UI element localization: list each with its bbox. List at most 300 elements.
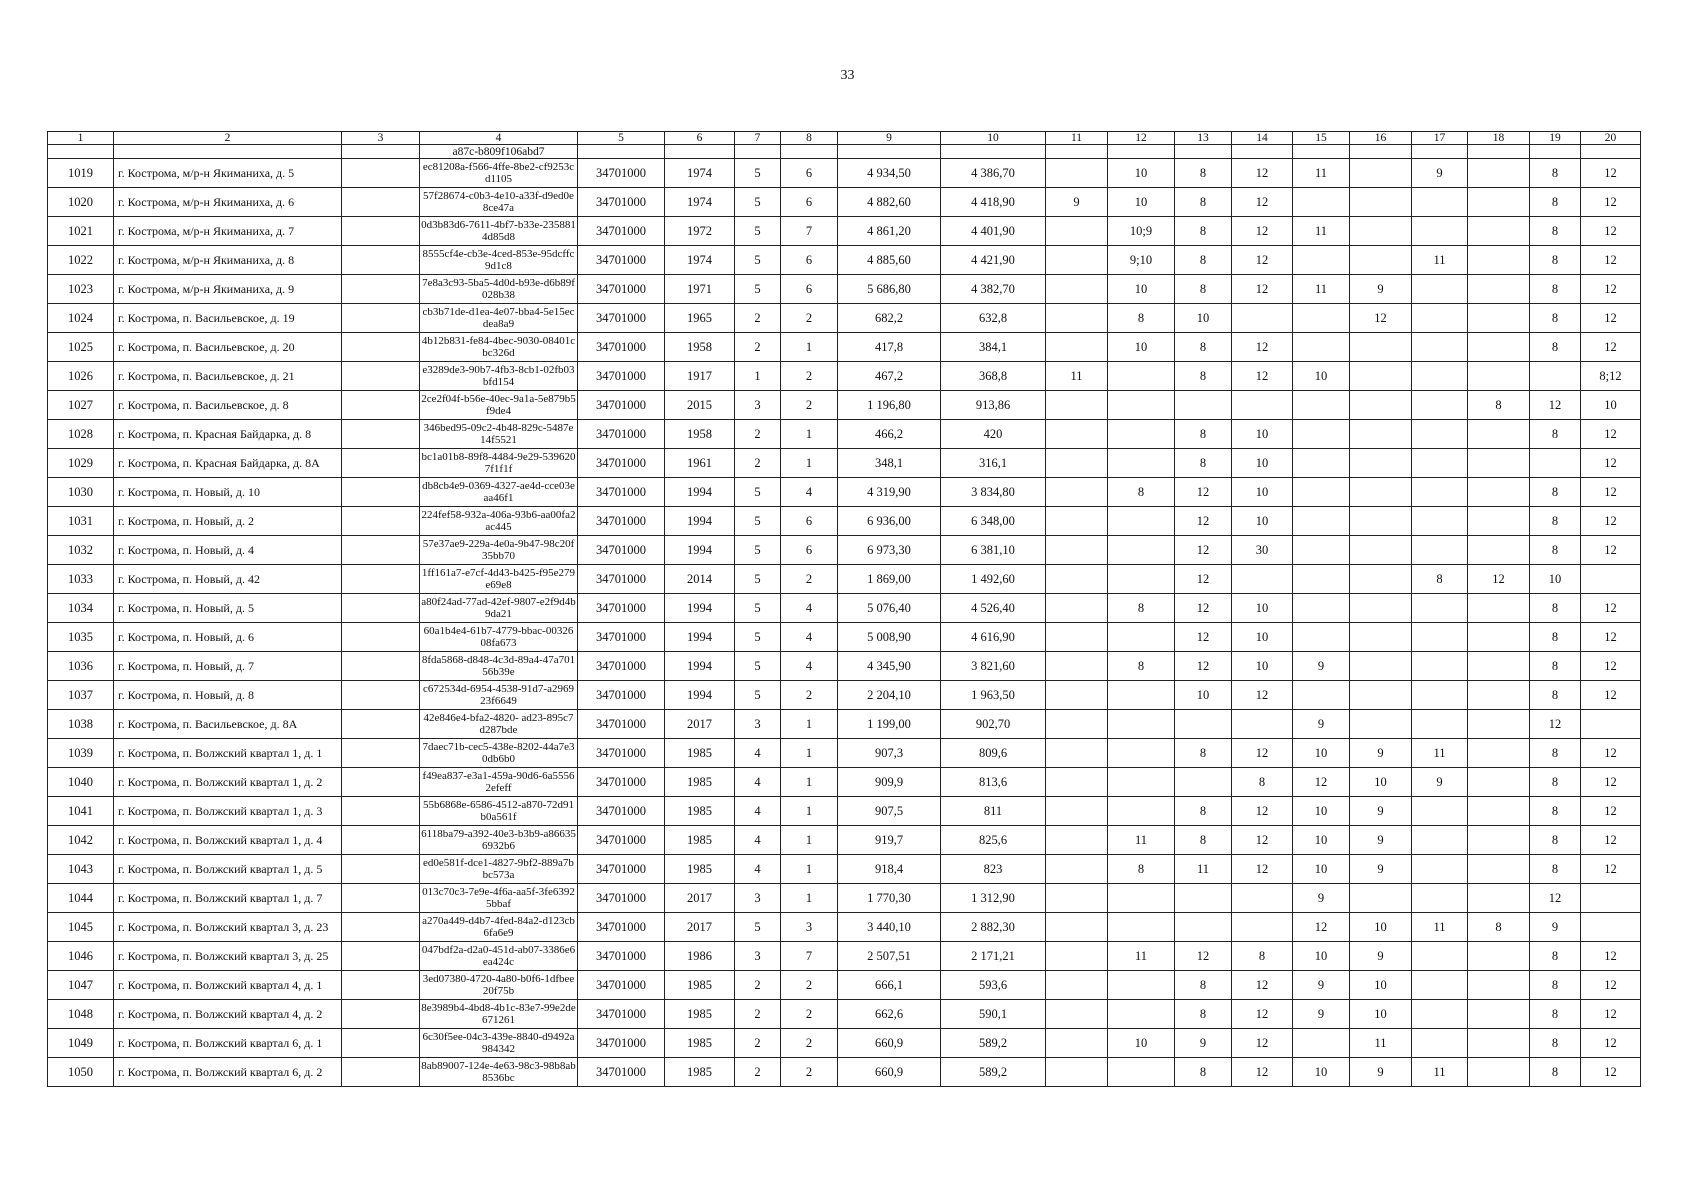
c15-cell [1293,333,1350,362]
fias-guid-cell: 8fda5868-d848-4c3d-89a4-47a70156b39e [420,652,578,681]
table-row [48,565,1641,594]
row-number-cell: 1032 [48,536,114,565]
floors-cell: 5 [735,507,781,536]
col3-cell [342,333,420,362]
living-area-cell: 590,1 [941,1000,1046,1029]
c12-cell [1108,391,1175,420]
build-year-cell: 2015 [665,391,735,420]
row-number-cell: 1047 [48,971,114,1000]
address-cell: г. Кострома, п. Волжский квартал 6, д. 2 [114,1058,342,1087]
col3-cell [342,1029,420,1058]
oktmo-code-cell: 34701000 [578,826,665,855]
col3-cell [342,652,420,681]
c12-cell: 9;10 [1108,246,1175,275]
living-area-cell: 4 418,90 [941,188,1046,217]
c19-cell: 10 [1530,565,1581,594]
entrances-cell: 2 [781,681,838,710]
row-number-cell: 1033 [48,565,114,594]
header-cell: 15 [1293,132,1350,145]
c13-cell: 12 [1175,594,1232,623]
floors-cell: 4 [735,768,781,797]
c13-cell: 12 [1175,507,1232,536]
c12-cell [1108,1000,1175,1029]
row-number-cell: 1035 [48,623,114,652]
table-row [48,681,1641,710]
build-year-cell: 1961 [665,449,735,478]
entrances-cell: 2 [781,1029,838,1058]
address-cell: г. Кострома, п. Волжский квартал 1, д. 5 [114,855,342,884]
c13-cell: 8 [1175,797,1232,826]
row-number-cell: 1025 [48,333,114,362]
c11-cell [1046,391,1108,420]
build-year-cell: 1985 [665,855,735,884]
c19-cell: 8 [1530,797,1581,826]
c13-cell [1175,710,1232,739]
fias-guid-cell: 42e846e4-bfa2-4820- ad23-895c7d287bde [420,710,578,739]
living-area-cell: 4 386,70 [941,159,1046,188]
build-year-cell: 1985 [665,826,735,855]
floors-cell: 5 [735,681,781,710]
total-area-cell: 1 869,00 [838,565,941,594]
c13-cell: 8 [1175,275,1232,304]
row-number-cell: 1027 [48,391,114,420]
floors-cell: 4 [735,739,781,768]
c11-cell: 11 [1046,362,1108,391]
fias-guid-cell: 047bdf2a-d2a0-451d-ab07-3386e6ea424c [420,942,578,971]
c20-cell: 12 [1581,275,1641,304]
c14-cell [1232,913,1293,942]
header-cell: 11 [1046,132,1108,145]
c11-cell [1046,304,1108,333]
entrances-cell: 1 [781,710,838,739]
c17-cell [1412,681,1468,710]
c19-cell: 8 [1530,159,1581,188]
living-area-cell: 4 382,70 [941,275,1046,304]
floors-cell: 5 [735,623,781,652]
oktmo-code-cell: 34701000 [578,594,665,623]
c18-cell [1468,971,1530,1000]
floors-cell: 5 [735,594,781,623]
c18-cell [1468,942,1530,971]
total-area-cell: 909,9 [838,768,941,797]
table-row [48,536,1641,565]
c18-cell [1468,449,1530,478]
c14-cell: 10 [1232,420,1293,449]
total-area-cell: 1 199,00 [838,710,941,739]
entrances-cell: 1 [781,739,838,768]
oktmo-code-cell: 34701000 [578,1000,665,1029]
build-year-cell: 1985 [665,739,735,768]
table-row [48,362,1641,391]
c20-cell: 12 [1581,971,1641,1000]
c20-cell [1581,565,1641,594]
c17-cell [1412,855,1468,884]
table-row [48,188,1641,217]
address-cell: г. Кострома, м/р-н Якиманиха, д. 7 [114,217,342,246]
fias-guid-cell: a80f24ad-77ad-42ef-9807-e2f9d4b9da21 [420,594,578,623]
c14-cell: 12 [1232,1058,1293,1087]
c12-cell: 10;9 [1108,217,1175,246]
c11-cell [1046,826,1108,855]
col3-cell [342,797,420,826]
table-row [48,623,1641,652]
fias-guid-cell: 2ce2f04f-b56e-40ec-9a1a-5e879b5f9de4 [420,391,578,420]
row-number-cell: 1049 [48,1029,114,1058]
c16-cell [1350,478,1412,507]
c19-cell: 8 [1530,652,1581,681]
c19-cell [1530,449,1581,478]
c12-cell [1108,420,1175,449]
entrances-cell: 4 [781,623,838,652]
header-cell: 20 [1581,132,1641,145]
c16-cell: 9 [1350,855,1412,884]
total-area-cell: 2 204,10 [838,681,941,710]
c13-cell: 8 [1175,1000,1232,1029]
oktmo-code-cell: 34701000 [578,1029,665,1058]
c15-cell [1293,565,1350,594]
table-row [48,913,1641,942]
c16-cell: 9 [1350,275,1412,304]
c14-cell [1232,710,1293,739]
c14-cell: 12 [1232,333,1293,362]
floors-cell: 2 [735,1029,781,1058]
address-cell: г. Кострома, п. Волжский квартал 1, д. 1 [114,739,342,768]
c13-cell: 9 [1175,1029,1232,1058]
total-area-cell: 662,6 [838,1000,941,1029]
c13-cell: 8 [1175,826,1232,855]
floors-cell: 5 [735,913,781,942]
oktmo-code-cell: 34701000 [578,333,665,362]
address-cell: г. Кострома, п. Волжский квартал 6, д. 1 [114,1029,342,1058]
c12-cell [1108,681,1175,710]
c13-cell [1175,768,1232,797]
c14-cell: 10 [1232,507,1293,536]
fias-guid-cell: 55b6868e-6586-4512-a870-72d91b0a561f [420,797,578,826]
floors-cell: 5 [735,478,781,507]
c17-cell [1412,391,1468,420]
living-area-cell: 6 348,00 [941,507,1046,536]
empty-cell [1293,145,1350,159]
entrances-cell: 6 [781,507,838,536]
oktmo-code-cell: 34701000 [578,275,665,304]
c12-cell [1108,913,1175,942]
c18-cell [1468,855,1530,884]
c16-cell: 10 [1350,913,1412,942]
living-area-cell: 4 421,90 [941,246,1046,275]
c11-cell [1046,565,1108,594]
c19-cell: 8 [1530,1058,1581,1087]
c17-cell [1412,275,1468,304]
c15-cell: 11 [1293,217,1350,246]
header-cell: 12 [1108,132,1175,145]
col3-cell [342,884,420,913]
floors-cell: 2 [735,420,781,449]
c11-cell [1046,536,1108,565]
c12-cell: 8 [1108,304,1175,333]
empty-cell [1468,145,1530,159]
total-area-cell: 660,9 [838,1029,941,1058]
floors-cell: 3 [735,884,781,913]
total-area-cell: 3 440,10 [838,913,941,942]
fias-guid-cell: 8ab89007-124e-4e63-98c3-98b8ab8536bc [420,1058,578,1087]
total-area-cell: 2 507,51 [838,942,941,971]
c15-cell [1293,188,1350,217]
c19-cell: 12 [1530,391,1581,420]
living-area-cell: 368,8 [941,362,1046,391]
c12-cell: 11 [1108,942,1175,971]
c18-cell: 12 [1468,565,1530,594]
oktmo-code-cell: 34701000 [578,855,665,884]
empty-cell [114,145,342,159]
header-cell: 5 [578,132,665,145]
table-row [48,304,1641,333]
c16-cell [1350,420,1412,449]
oktmo-code-cell: 34701000 [578,768,665,797]
empty-cell [1350,145,1412,159]
col3-cell [342,710,420,739]
c14-cell: 8 [1232,942,1293,971]
c14-cell: 12 [1232,159,1293,188]
table-row [48,333,1641,362]
c20-cell: 12 [1581,1058,1641,1087]
c19-cell [1530,362,1581,391]
c19-cell: 8 [1530,536,1581,565]
fias-guid-cell: 6118ba79-a392-40e3-b3b9-a866356932b6 [420,826,578,855]
c11-cell [1046,159,1108,188]
c16-cell: 9 [1350,942,1412,971]
floors-cell: 5 [735,565,781,594]
c13-cell: 11 [1175,855,1232,884]
c12-cell [1108,971,1175,1000]
c13-cell: 12 [1175,623,1232,652]
floors-cell: 4 [735,855,781,884]
empty-cell [1232,145,1293,159]
c12-cell: 8 [1108,855,1175,884]
build-year-cell: 1994 [665,652,735,681]
empty-cell [781,145,838,159]
fias-guid-cell: 1ff161a7-e7cf-4d43-b425-f95e279e69e8 [420,565,578,594]
row-number-cell: 1023 [48,275,114,304]
total-area-cell: 348,1 [838,449,941,478]
c15-cell: 11 [1293,159,1350,188]
empty-cell [1046,145,1108,159]
row-number-cell: 1019 [48,159,114,188]
table-row [48,478,1641,507]
oktmo-code-cell: 34701000 [578,739,665,768]
c16-cell [1350,246,1412,275]
build-year-cell: 1994 [665,507,735,536]
table-row [48,1058,1641,1087]
col3-cell [342,507,420,536]
address-cell: г. Кострома, п. Васильевское, д. 19 [114,304,342,333]
c18-cell [1468,304,1530,333]
c16-cell [1350,652,1412,681]
c15-cell: 9 [1293,884,1350,913]
c17-cell [1412,710,1468,739]
address-cell: г. Кострома, п. Волжский квартал 4, д. 1 [114,971,342,1000]
c16-cell [1350,449,1412,478]
total-area-cell: 5 076,40 [838,594,941,623]
c15-cell: 11 [1293,275,1350,304]
fias-guid-cell: 8e3989b4-4bd8-4b1c-83e7-99e2de671261 [420,1000,578,1029]
c19-cell: 8 [1530,188,1581,217]
c17-cell [1412,623,1468,652]
c20-cell: 12 [1581,652,1641,681]
c16-cell: 9 [1350,826,1412,855]
address-cell: г. Кострома, п. Волжский квартал 1, д. 2 [114,768,342,797]
c16-cell [1350,594,1412,623]
build-year-cell: 1985 [665,1000,735,1029]
oktmo-code-cell: 34701000 [578,710,665,739]
c17-cell: 8 [1412,565,1468,594]
c11-cell [1046,681,1108,710]
c12-cell [1108,884,1175,913]
col3-cell [342,362,420,391]
c15-cell: 10 [1293,1058,1350,1087]
col3-cell [342,681,420,710]
c11-cell [1046,942,1108,971]
floors-cell: 5 [735,536,781,565]
total-area-cell: 4 345,90 [838,652,941,681]
c11-cell [1046,420,1108,449]
floors-cell: 3 [735,391,781,420]
oktmo-code-cell: 34701000 [578,536,665,565]
c19-cell: 8 [1530,826,1581,855]
entrances-cell: 1 [781,768,838,797]
c16-cell [1350,536,1412,565]
header-cell: 8 [781,132,838,145]
build-year-cell: 2014 [665,565,735,594]
address-cell: г. Кострома, п. Новый, д. 4 [114,536,342,565]
living-area-cell: 3 821,60 [941,652,1046,681]
c16-cell [1350,681,1412,710]
fias-guid-cell: cb3b71de-d1ea-4e07-bba4-5e15ecdea8a9 [420,304,578,333]
floors-cell: 3 [735,942,781,971]
fias-guid-cell: 57e37ae9-229a-4e0a-9b47-98c20f35bb70 [420,536,578,565]
build-year-cell: 1958 [665,420,735,449]
table-row [48,275,1641,304]
c19-cell: 8 [1530,768,1581,797]
c17-cell [1412,971,1468,1000]
floors-cell: 2 [735,333,781,362]
header-cell: 16 [1350,132,1412,145]
oktmo-code-cell: 34701000 [578,884,665,913]
floors-cell: 5 [735,246,781,275]
total-area-cell: 682,2 [838,304,941,333]
col3-cell [342,478,420,507]
living-area-cell: 813,6 [941,768,1046,797]
address-cell: г. Кострома, п. Волжский квартал 4, д. 2 [114,1000,342,1029]
build-year-cell: 1985 [665,1029,735,1058]
c14-cell: 12 [1232,855,1293,884]
c14-cell [1232,884,1293,913]
living-area-cell: 913,86 [941,391,1046,420]
header-cell: 18 [1468,132,1530,145]
c14-cell [1232,565,1293,594]
c14-cell: 10 [1232,652,1293,681]
entrances-cell: 7 [781,942,838,971]
c11-cell [1046,855,1108,884]
c11-cell: 9 [1046,188,1108,217]
fias-guid-cell: 60a1b4e4-61b7-4779-bbac-0032608fa673 [420,623,578,652]
c19-cell: 8 [1530,1029,1581,1058]
empty-cell [1175,145,1232,159]
entrances-cell: 3 [781,913,838,942]
c15-cell [1293,246,1350,275]
c13-cell: 12 [1175,652,1232,681]
oktmo-code-cell: 34701000 [578,159,665,188]
c20-cell: 12 [1581,420,1641,449]
c11-cell [1046,797,1108,826]
empty-cell [665,145,735,159]
col3-cell [342,855,420,884]
c14-cell: 30 [1232,536,1293,565]
col3-cell [342,768,420,797]
c11-cell [1046,594,1108,623]
living-area-cell: 4 616,90 [941,623,1046,652]
c20-cell [1581,710,1641,739]
oktmo-code-cell: 34701000 [578,449,665,478]
fias-guid-cell: db8cb4e9-0369-4327-ae4d-cce03eaa46f1 [420,478,578,507]
c13-cell: 12 [1175,942,1232,971]
c18-cell [1468,884,1530,913]
c18-cell [1468,507,1530,536]
c19-cell: 8 [1530,246,1581,275]
c13-cell: 8 [1175,333,1232,362]
address-cell: г. Кострома, п. Волжский квартал 3, д. 23 [114,913,342,942]
living-area-cell: 1 492,60 [941,565,1046,594]
floors-cell: 2 [735,449,781,478]
build-year-cell: 1994 [665,594,735,623]
address-cell: г. Кострома, п. Новый, д. 5 [114,594,342,623]
c11-cell [1046,1058,1108,1087]
build-year-cell: 1985 [665,1058,735,1087]
c20-cell: 12 [1581,826,1641,855]
housing-register-table [47,131,1641,1087]
c14-cell: 12 [1232,217,1293,246]
c18-cell [1468,536,1530,565]
c20-cell: 10 [1581,391,1641,420]
c12-cell: 10 [1108,1029,1175,1058]
entrances-cell: 2 [781,1058,838,1087]
c16-cell [1350,507,1412,536]
total-area-cell: 4 934,50 [838,159,941,188]
row-number-cell: 1028 [48,420,114,449]
c20-cell: 12 [1581,304,1641,333]
c17-cell [1412,217,1468,246]
c13-cell [1175,913,1232,942]
c15-cell [1293,420,1350,449]
c20-cell: 12 [1581,188,1641,217]
c12-cell [1108,449,1175,478]
c17-cell [1412,826,1468,855]
row-number-cell: 1042 [48,826,114,855]
empty-cell [1530,145,1581,159]
c13-cell: 8 [1175,1058,1232,1087]
c20-cell: 8;12 [1581,362,1641,391]
c19-cell: 8 [1530,478,1581,507]
row-number-cell: 1036 [48,652,114,681]
c11-cell [1046,739,1108,768]
c11-cell [1046,478,1108,507]
address-cell: г. Кострома, п. Волжский квартал 1, д. 3 [114,797,342,826]
fias-guid-cell: 7daec71b-cec5-438e-8202-44a7e30db6b0 [420,739,578,768]
c17-cell: 9 [1412,768,1468,797]
table-row [48,884,1641,913]
c12-cell: 10 [1108,333,1175,362]
oktmo-code-cell: 34701000 [578,913,665,942]
table-row [48,652,1641,681]
